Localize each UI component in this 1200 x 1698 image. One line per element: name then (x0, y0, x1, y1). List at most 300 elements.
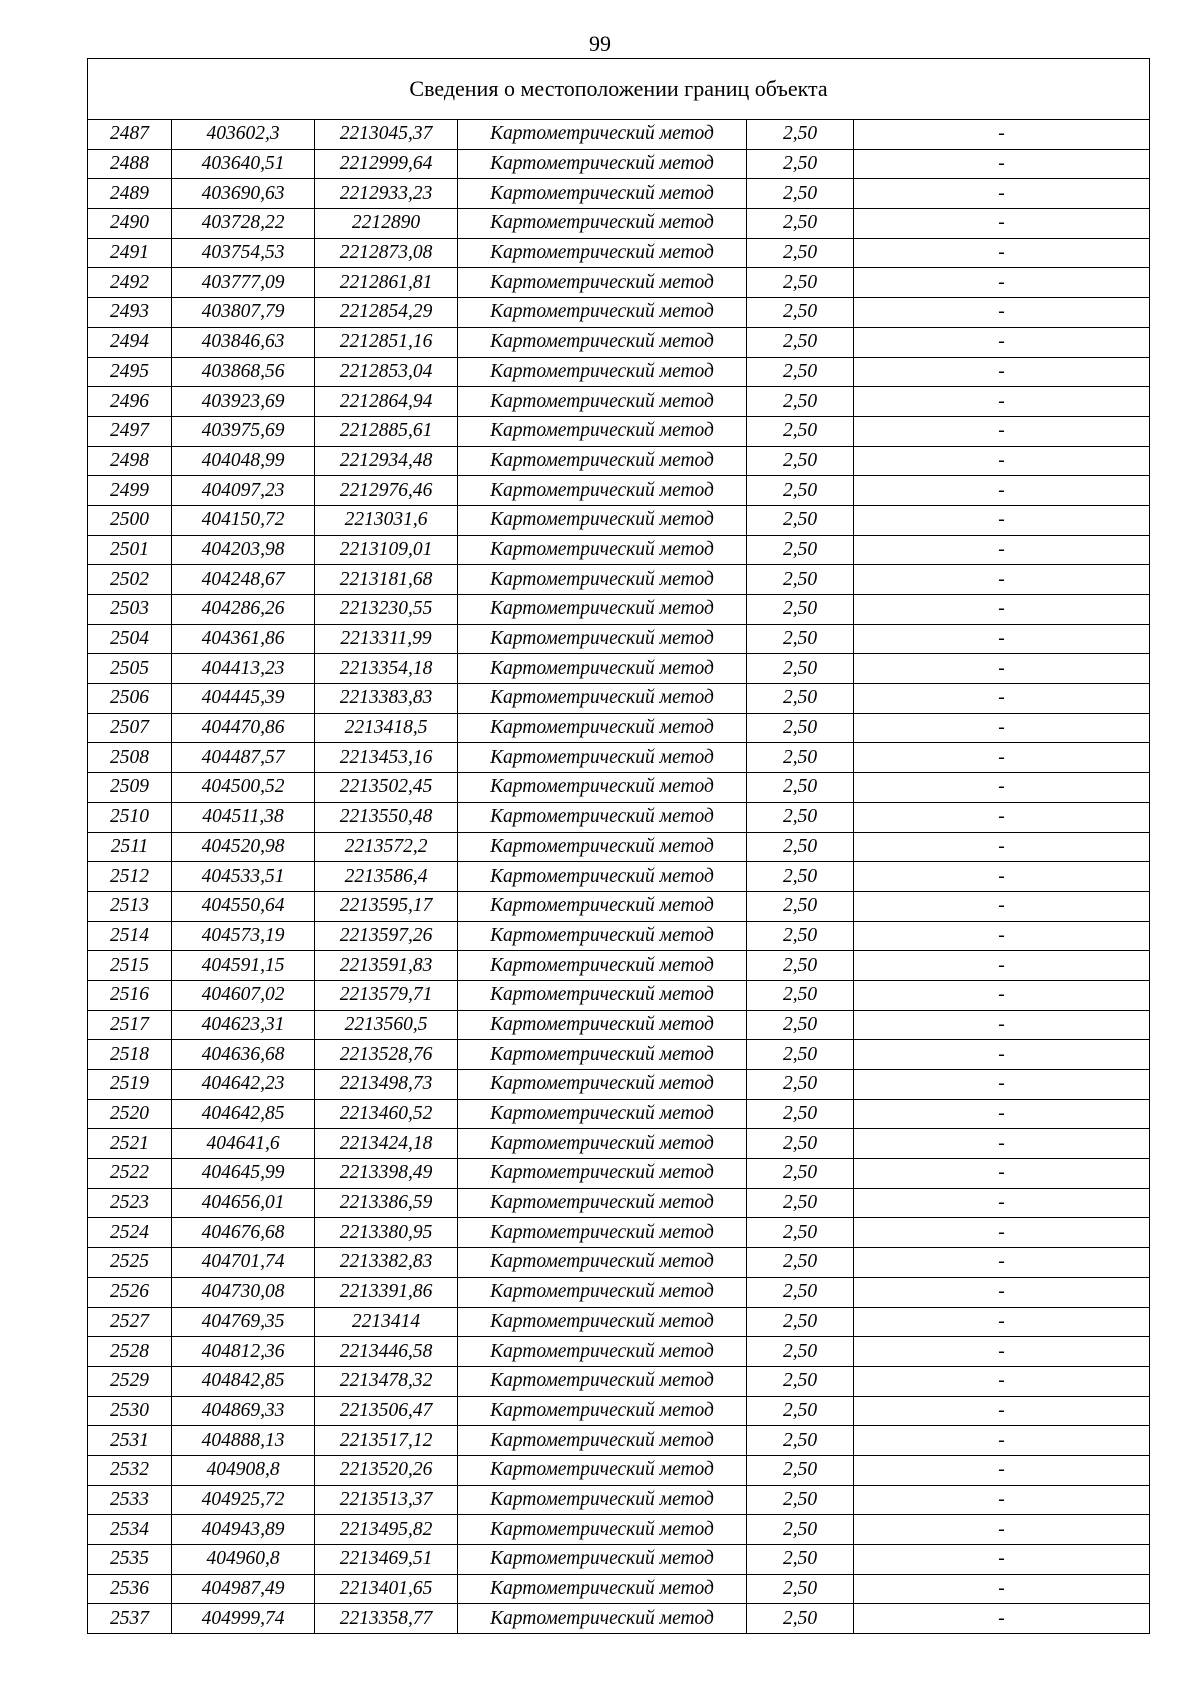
table-row (88, 832, 1150, 862)
method-cell: Картометрический метод (458, 624, 747, 654)
description-cell: - (854, 773, 1150, 803)
description-cell: - (854, 832, 1150, 862)
x-coordinate-cell: 404656,01 (172, 1188, 315, 1218)
description-cell: - (854, 980, 1150, 1010)
table-row (88, 476, 1150, 506)
table-row (88, 535, 1150, 565)
accuracy-cell: 2,50 (747, 1099, 854, 1129)
point-number-cell: 2524 (88, 1218, 172, 1248)
x-coordinate-cell: 404641,6 (172, 1129, 315, 1159)
table-row (88, 1485, 1150, 1515)
accuracy-cell: 2,50 (747, 1188, 854, 1218)
x-coordinate-cell: 403975,69 (172, 416, 315, 446)
x-coordinate-cell: 404520,98 (172, 832, 315, 862)
method-cell: Картометрический метод (458, 1485, 747, 1515)
table-row (88, 980, 1150, 1010)
table-row (88, 743, 1150, 773)
accuracy-cell: 2,50 (747, 684, 854, 714)
description-cell: - (854, 1070, 1150, 1100)
accuracy-cell: 2,50 (747, 832, 854, 862)
description-cell: - (854, 921, 1150, 951)
table-row (88, 1545, 1150, 1575)
description-cell: - (854, 1248, 1150, 1278)
point-number-cell: 2498 (88, 446, 172, 476)
description-cell: - (854, 505, 1150, 535)
x-coordinate-cell: 404097,23 (172, 476, 315, 506)
point-number-cell: 2508 (88, 743, 172, 773)
description-cell: - (854, 357, 1150, 387)
accuracy-cell: 2,50 (747, 1159, 854, 1189)
x-coordinate-cell: 404048,99 (172, 446, 315, 476)
accuracy-cell: 2,50 (747, 565, 854, 595)
accuracy-cell: 2,50 (747, 1010, 854, 1040)
accuracy-cell: 2,50 (747, 1366, 854, 1396)
accuracy-cell: 2,50 (747, 120, 854, 150)
y-coordinate-cell: 2213380,95 (315, 1218, 458, 1248)
point-number-cell: 2518 (88, 1040, 172, 1070)
table-row (88, 416, 1150, 446)
point-number-cell: 2534 (88, 1515, 172, 1545)
point-number-cell: 2523 (88, 1188, 172, 1218)
method-cell: Картометрический метод (458, 179, 747, 209)
y-coordinate-cell: 2212864,94 (315, 387, 458, 417)
description-cell: - (854, 684, 1150, 714)
description-cell: - (854, 743, 1150, 773)
accuracy-cell: 2,50 (747, 1485, 854, 1515)
x-coordinate-cell: 404730,08 (172, 1277, 315, 1307)
x-coordinate-cell: 404533,51 (172, 862, 315, 892)
table-row (88, 387, 1150, 417)
x-coordinate-cell: 404150,72 (172, 505, 315, 535)
table-row (88, 921, 1150, 951)
point-number-cell: 2490 (88, 209, 172, 239)
y-coordinate-cell: 2213591,83 (315, 951, 458, 981)
table-row (88, 654, 1150, 684)
table-row (88, 1604, 1150, 1634)
accuracy-cell: 2,50 (747, 238, 854, 268)
point-number-cell: 2497 (88, 416, 172, 446)
point-number-cell: 2500 (88, 505, 172, 535)
point-number-cell: 2509 (88, 773, 172, 803)
description-cell: - (854, 268, 1150, 298)
method-cell: Картометрический метод (458, 209, 747, 239)
x-coordinate-cell: 403846,63 (172, 327, 315, 357)
y-coordinate-cell: 2213460,52 (315, 1099, 458, 1129)
method-cell: Картометрический метод (458, 446, 747, 476)
y-coordinate-cell: 2213498,73 (315, 1070, 458, 1100)
table-row (88, 1426, 1150, 1456)
y-coordinate-cell: 2213358,77 (315, 1604, 458, 1634)
description-cell: - (854, 179, 1150, 209)
table-row (88, 120, 1150, 150)
description-cell: - (854, 1010, 1150, 1040)
x-coordinate-cell: 404470,86 (172, 713, 315, 743)
method-cell: Картометрический метод (458, 416, 747, 446)
method-cell: Картометрический метод (458, 713, 747, 743)
y-coordinate-cell: 2213031,6 (315, 505, 458, 535)
x-coordinate-cell: 403640,51 (172, 149, 315, 179)
table-row (88, 238, 1150, 268)
boundary-table (87, 58, 1150, 1634)
accuracy-cell: 2,50 (747, 951, 854, 981)
y-coordinate-cell: 2212853,04 (315, 357, 458, 387)
y-coordinate-cell: 2212976,46 (315, 476, 458, 506)
point-number-cell: 2526 (88, 1277, 172, 1307)
point-number-cell: 2507 (88, 713, 172, 743)
x-coordinate-cell: 404676,68 (172, 1218, 315, 1248)
y-coordinate-cell: 2213045,37 (315, 120, 458, 150)
method-cell: Картометрический метод (458, 357, 747, 387)
method-cell: Картометрический метод (458, 1248, 747, 1278)
table-row (88, 1010, 1150, 1040)
description-cell: - (854, 446, 1150, 476)
accuracy-cell: 2,50 (747, 1515, 854, 1545)
y-coordinate-cell: 2213517,12 (315, 1426, 458, 1456)
description-cell: - (854, 1307, 1150, 1337)
description-cell: - (854, 595, 1150, 625)
y-coordinate-cell: 2213579,71 (315, 980, 458, 1010)
y-coordinate-cell: 2213586,4 (315, 862, 458, 892)
method-cell: Картометрический метод (458, 268, 747, 298)
x-coordinate-cell: 404960,8 (172, 1545, 315, 1575)
x-coordinate-cell: 403777,09 (172, 268, 315, 298)
method-cell: Картометрический метод (458, 1366, 747, 1396)
x-coordinate-cell: 404607,02 (172, 980, 315, 1010)
description-cell: - (854, 1337, 1150, 1367)
table-row (88, 505, 1150, 535)
point-number-cell: 2533 (88, 1485, 172, 1515)
y-coordinate-cell: 2213418,5 (315, 713, 458, 743)
accuracy-cell: 2,50 (747, 1277, 854, 1307)
table-row (88, 149, 1150, 179)
method-cell: Картометрический метод (458, 743, 747, 773)
method-cell: Картометрический метод (458, 1070, 747, 1100)
table-row (88, 891, 1150, 921)
accuracy-cell: 2,50 (747, 476, 854, 506)
method-cell: Картометрический метод (458, 327, 747, 357)
accuracy-cell: 2,50 (747, 713, 854, 743)
accuracy-cell: 2,50 (747, 1218, 854, 1248)
method-cell: Картометрический метод (458, 1515, 747, 1545)
accuracy-cell: 2,50 (747, 1604, 854, 1634)
method-cell: Картометрический метод (458, 120, 747, 150)
point-number-cell: 2521 (88, 1129, 172, 1159)
table-row (88, 862, 1150, 892)
description-cell: - (854, 951, 1150, 981)
description-cell: - (854, 1188, 1150, 1218)
x-coordinate-cell: 404623,31 (172, 1010, 315, 1040)
point-number-cell: 2489 (88, 179, 172, 209)
table-row (88, 1574, 1150, 1604)
point-number-cell: 2532 (88, 1455, 172, 1485)
description-cell: - (854, 1545, 1150, 1575)
method-cell: Картометрический метод (458, 802, 747, 832)
x-coordinate-cell: 404511,38 (172, 802, 315, 832)
point-number-cell: 2528 (88, 1337, 172, 1367)
table-row (88, 1188, 1150, 1218)
y-coordinate-cell: 2213414 (315, 1307, 458, 1337)
y-coordinate-cell: 2213386,59 (315, 1188, 458, 1218)
x-coordinate-cell: 404869,33 (172, 1396, 315, 1426)
point-number-cell: 2501 (88, 535, 172, 565)
accuracy-cell: 2,50 (747, 179, 854, 209)
x-coordinate-cell: 404812,36 (172, 1337, 315, 1367)
x-coordinate-cell: 403602,3 (172, 120, 315, 150)
method-cell: Картометрический метод (458, 238, 747, 268)
x-coordinate-cell: 404642,85 (172, 1099, 315, 1129)
point-number-cell: 2535 (88, 1545, 172, 1575)
description-cell: - (854, 802, 1150, 832)
accuracy-cell: 2,50 (747, 802, 854, 832)
y-coordinate-cell: 2212854,29 (315, 298, 458, 328)
x-coordinate-cell: 403807,79 (172, 298, 315, 328)
method-cell: Картометрический метод (458, 476, 747, 506)
accuracy-cell: 2,50 (747, 149, 854, 179)
x-coordinate-cell: 404203,98 (172, 535, 315, 565)
point-number-cell: 2492 (88, 268, 172, 298)
method-cell: Картометрический метод (458, 1040, 747, 1070)
description-cell: - (854, 862, 1150, 892)
y-coordinate-cell: 2212934,48 (315, 446, 458, 476)
description-cell: - (854, 1604, 1150, 1634)
table-row (88, 268, 1150, 298)
description-cell: - (854, 1396, 1150, 1426)
y-coordinate-cell: 2213398,49 (315, 1159, 458, 1189)
table-row (88, 1248, 1150, 1278)
point-number-cell: 2502 (88, 565, 172, 595)
method-cell: Картометрический метод (458, 684, 747, 714)
point-number-cell: 2488 (88, 149, 172, 179)
description-cell: - (854, 1455, 1150, 1485)
description-cell: - (854, 1277, 1150, 1307)
description-cell: - (854, 209, 1150, 239)
description-cell: - (854, 1040, 1150, 1070)
point-number-cell: 2537 (88, 1604, 172, 1634)
x-coordinate-cell: 404500,52 (172, 773, 315, 803)
method-cell: Картометрический метод (458, 891, 747, 921)
point-number-cell: 2520 (88, 1099, 172, 1129)
x-coordinate-cell: 404769,35 (172, 1307, 315, 1337)
point-number-cell: 2503 (88, 595, 172, 625)
table-row (88, 1159, 1150, 1189)
method-cell: Картометрический метод (458, 1396, 747, 1426)
method-cell: Картометрический метод (458, 149, 747, 179)
table-row (88, 1070, 1150, 1100)
accuracy-cell: 2,50 (747, 327, 854, 357)
accuracy-cell: 2,50 (747, 921, 854, 951)
y-coordinate-cell: 2213382,83 (315, 1248, 458, 1278)
accuracy-cell: 2,50 (747, 1396, 854, 1426)
description-cell: - (854, 1159, 1150, 1189)
x-coordinate-cell: 404550,64 (172, 891, 315, 921)
x-coordinate-cell: 404645,99 (172, 1159, 315, 1189)
y-coordinate-cell: 2213560,5 (315, 1010, 458, 1040)
y-coordinate-cell: 2213478,32 (315, 1366, 458, 1396)
point-number-cell: 2505 (88, 654, 172, 684)
y-coordinate-cell: 2212890 (315, 209, 458, 239)
y-coordinate-cell: 2213550,48 (315, 802, 458, 832)
x-coordinate-cell: 404943,89 (172, 1515, 315, 1545)
point-number-cell: 2519 (88, 1070, 172, 1100)
accuracy-cell: 2,50 (747, 891, 854, 921)
description-cell: - (854, 387, 1150, 417)
accuracy-cell: 2,50 (747, 980, 854, 1010)
method-cell: Картометрический метод (458, 505, 747, 535)
point-number-cell: 2487 (88, 120, 172, 150)
x-coordinate-cell: 403728,22 (172, 209, 315, 239)
description-cell: - (854, 1099, 1150, 1129)
table-row (88, 1040, 1150, 1070)
method-cell: Картометрический метод (458, 1426, 747, 1456)
description-cell: - (854, 565, 1150, 595)
point-number-cell: 2517 (88, 1010, 172, 1040)
accuracy-cell: 2,50 (747, 1337, 854, 1367)
table-row (88, 1515, 1150, 1545)
accuracy-cell: 2,50 (747, 1040, 854, 1070)
point-number-cell: 2530 (88, 1396, 172, 1426)
table-row (88, 1099, 1150, 1129)
table-title: Сведения о местоположении границ объекта (88, 59, 1150, 120)
y-coordinate-cell: 2213528,76 (315, 1040, 458, 1070)
accuracy-cell: 2,50 (747, 505, 854, 535)
y-coordinate-cell: 2213354,18 (315, 654, 458, 684)
method-cell: Картометрический метод (458, 654, 747, 684)
point-number-cell: 2531 (88, 1426, 172, 1456)
table-row (88, 446, 1150, 476)
accuracy-cell: 2,50 (747, 1426, 854, 1456)
method-cell: Картометрический метод (458, 1010, 747, 1040)
x-coordinate-cell: 404642,23 (172, 1070, 315, 1100)
x-coordinate-cell: 404286,26 (172, 595, 315, 625)
method-cell: Картометрический метод (458, 1129, 747, 1159)
point-number-cell: 2510 (88, 802, 172, 832)
method-cell: Картометрический метод (458, 1604, 747, 1634)
table-row (88, 624, 1150, 654)
table-row (88, 684, 1150, 714)
x-coordinate-cell: 404842,85 (172, 1366, 315, 1396)
y-coordinate-cell: 2213506,47 (315, 1396, 458, 1426)
method-cell: Картометрический метод (458, 773, 747, 803)
description-cell: - (854, 1485, 1150, 1515)
point-number-cell: 2499 (88, 476, 172, 506)
accuracy-cell: 2,50 (747, 595, 854, 625)
table-row (88, 1455, 1150, 1485)
point-number-cell: 2525 (88, 1248, 172, 1278)
description-cell: - (854, 1218, 1150, 1248)
description-cell: - (854, 327, 1150, 357)
x-coordinate-cell: 404573,19 (172, 921, 315, 951)
table-row (88, 209, 1150, 239)
x-coordinate-cell: 403690,63 (172, 179, 315, 209)
accuracy-cell: 2,50 (747, 1070, 854, 1100)
accuracy-cell: 2,50 (747, 1455, 854, 1485)
x-coordinate-cell: 404987,49 (172, 1574, 315, 1604)
y-coordinate-cell: 2213520,26 (315, 1455, 458, 1485)
description-cell: - (854, 416, 1150, 446)
page-number: 99 (589, 31, 611, 56)
description-cell: - (854, 624, 1150, 654)
description-cell: - (854, 120, 1150, 150)
method-cell: Картометрический метод (458, 921, 747, 951)
description-cell: - (854, 1574, 1150, 1604)
table-row (88, 179, 1150, 209)
y-coordinate-cell: 2212861,81 (315, 268, 458, 298)
method-cell: Картометрический метод (458, 565, 747, 595)
description-cell: - (854, 238, 1150, 268)
method-cell: Картометрический метод (458, 951, 747, 981)
accuracy-cell: 2,50 (747, 298, 854, 328)
method-cell: Картометрический метод (458, 1218, 747, 1248)
method-cell: Картометрический метод (458, 1159, 747, 1189)
method-cell: Картометрический метод (458, 1307, 747, 1337)
y-coordinate-cell: 2212873,08 (315, 238, 458, 268)
description-cell: - (854, 1426, 1150, 1456)
y-coordinate-cell: 2212885,61 (315, 416, 458, 446)
description-cell: - (854, 1129, 1150, 1159)
accuracy-cell: 2,50 (747, 1129, 854, 1159)
x-coordinate-cell: 403868,56 (172, 357, 315, 387)
point-number-cell: 2496 (88, 387, 172, 417)
description-cell: - (854, 654, 1150, 684)
method-cell: Картометрический метод (458, 1277, 747, 1307)
table-row (88, 773, 1150, 803)
accuracy-cell: 2,50 (747, 209, 854, 239)
method-cell: Картометрический метод (458, 298, 747, 328)
y-coordinate-cell: 2213572,2 (315, 832, 458, 862)
y-coordinate-cell: 2213453,16 (315, 743, 458, 773)
method-cell: Картометрический метод (458, 1188, 747, 1218)
y-coordinate-cell: 2213495,82 (315, 1515, 458, 1545)
x-coordinate-cell: 404925,72 (172, 1485, 315, 1515)
point-number-cell: 2491 (88, 238, 172, 268)
accuracy-cell: 2,50 (747, 1307, 854, 1337)
table-row (88, 1277, 1150, 1307)
method-cell: Картометрический метод (458, 980, 747, 1010)
table-row (88, 951, 1150, 981)
point-number-cell: 2515 (88, 951, 172, 981)
point-number-cell: 2522 (88, 1159, 172, 1189)
table-row (88, 1307, 1150, 1337)
table-body (88, 59, 1150, 1634)
x-coordinate-cell: 404591,15 (172, 951, 315, 981)
accuracy-cell: 2,50 (747, 416, 854, 446)
table-row (88, 357, 1150, 387)
point-number-cell: 2506 (88, 684, 172, 714)
point-number-cell: 2504 (88, 624, 172, 654)
y-coordinate-cell: 2213391,86 (315, 1277, 458, 1307)
method-cell: Картометрический метод (458, 1455, 747, 1485)
y-coordinate-cell: 2213597,26 (315, 921, 458, 951)
x-coordinate-cell: 403754,53 (172, 238, 315, 268)
accuracy-cell: 2,50 (747, 1248, 854, 1278)
x-coordinate-cell: 404888,13 (172, 1426, 315, 1456)
accuracy-cell: 2,50 (747, 654, 854, 684)
y-coordinate-cell: 2213446,58 (315, 1337, 458, 1367)
method-cell: Картометрический метод (458, 1337, 747, 1367)
accuracy-cell: 2,50 (747, 624, 854, 654)
x-coordinate-cell: 404487,57 (172, 743, 315, 773)
y-coordinate-cell: 2213401,65 (315, 1574, 458, 1604)
x-coordinate-cell: 404999,74 (172, 1604, 315, 1634)
accuracy-cell: 2,50 (747, 268, 854, 298)
table-row (88, 327, 1150, 357)
x-coordinate-cell: 404636,68 (172, 1040, 315, 1070)
y-coordinate-cell: 2213230,55 (315, 595, 458, 625)
description-cell: - (854, 1366, 1150, 1396)
description-cell: - (854, 149, 1150, 179)
y-coordinate-cell: 2213513,37 (315, 1485, 458, 1515)
x-coordinate-cell: 404908,8 (172, 1455, 315, 1485)
